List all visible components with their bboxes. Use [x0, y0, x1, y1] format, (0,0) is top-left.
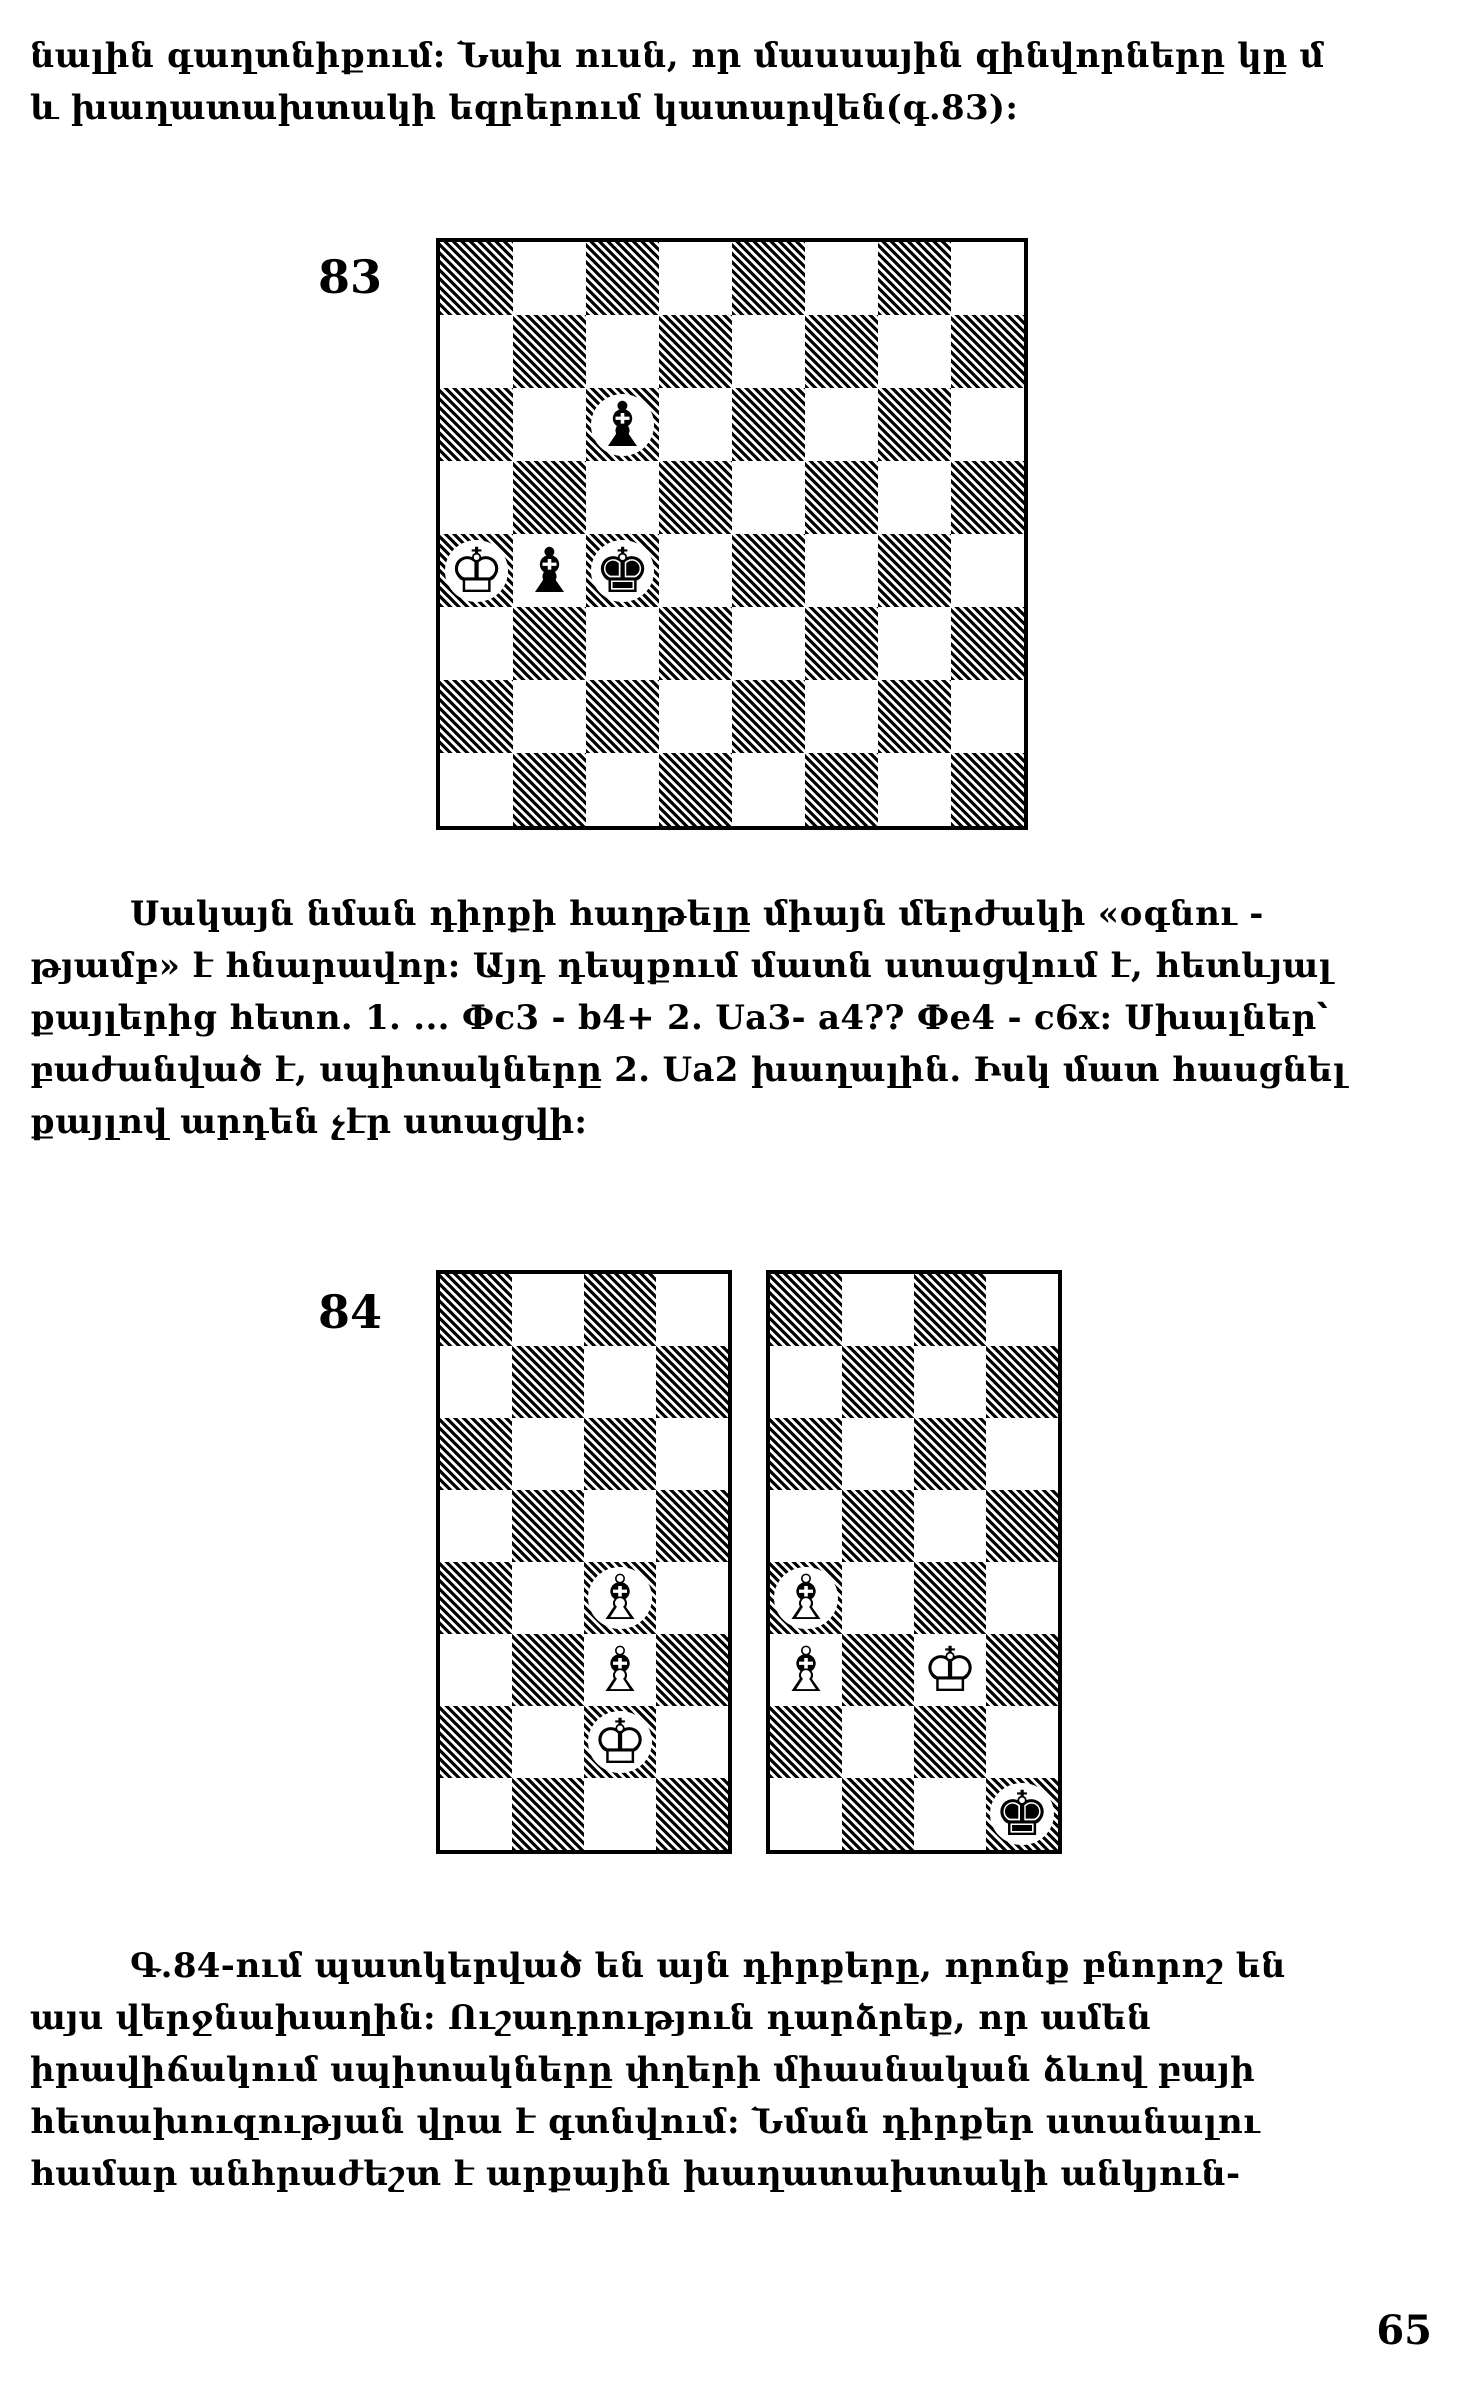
board-square-e6 — [732, 388, 805, 461]
board-square-c1 — [584, 1778, 656, 1850]
board-square-d2 — [659, 680, 732, 753]
board-square-f3 — [805, 607, 878, 680]
board-square-c3 — [586, 607, 659, 680]
board-square-h2 — [951, 680, 1024, 753]
board-square-b6 — [842, 1418, 914, 1490]
board-square-b6 — [512, 1418, 584, 1490]
text-line: քայլով արդեն չէր ստացվի: — [30, 1102, 588, 1142]
chess-board-left-half — [436, 1270, 732, 1854]
board-square-a4 — [440, 534, 513, 607]
board-square-b2 — [513, 680, 586, 753]
board-square-c7 — [584, 1346, 656, 1418]
text-line: քայլերից հետո. 1. ... Фс3 - b4+ 2. Ua3- a4?? Фе4 - с6x: Սխալներ՝ — [30, 998, 1328, 1038]
board-square-h4 — [951, 534, 1024, 607]
board-square-d5 — [659, 461, 732, 534]
chess-piece-glyph: ♗ — [774, 1567, 838, 1629]
figure-number: 83 — [318, 250, 383, 304]
board-square-c3 — [914, 1634, 986, 1706]
chess-piece-icon — [584, 1562, 656, 1634]
chess-piece-icon — [584, 1634, 656, 1706]
board-square-c1 — [914, 1778, 986, 1850]
board-square-b2 — [512, 1706, 584, 1778]
chess-piece-glyph: ♗ — [588, 1639, 652, 1701]
board-square-c7 — [586, 315, 659, 388]
page-number: 65 — [1376, 2307, 1432, 2354]
board-square-b3 — [842, 1634, 914, 1706]
board-square-b3 — [513, 607, 586, 680]
board-square-g2 — [878, 680, 951, 753]
board-square-e8 — [732, 242, 805, 315]
board-square-a2 — [440, 680, 513, 753]
board-square-d3 — [656, 1634, 728, 1706]
board-square-f4 — [805, 534, 878, 607]
board-square-c5 — [586, 461, 659, 534]
board-square-b7 — [842, 1346, 914, 1418]
board-square-d6 — [986, 1418, 1058, 1490]
board-square-c3 — [584, 1634, 656, 1706]
board-square-g1 — [878, 753, 951, 826]
board-square-b3 — [512, 1634, 584, 1706]
board-square-d7 — [986, 1346, 1058, 1418]
board-square-h3 — [951, 607, 1024, 680]
board-square-d8 — [986, 1274, 1058, 1346]
board-square-a5 — [770, 1490, 842, 1562]
chess-piece-glyph: ♚ — [591, 540, 655, 602]
board-square-b4 — [512, 1562, 584, 1634]
board-square-d1 — [656, 1778, 728, 1850]
board-square-c4 — [584, 1562, 656, 1634]
board-square-a7 — [440, 315, 513, 388]
board-square-c5 — [584, 1490, 656, 1562]
figure-number: 84 — [318, 1285, 383, 1339]
board-square-a5 — [440, 461, 513, 534]
board-square-b1 — [513, 753, 586, 826]
board-square-d4 — [656, 1562, 728, 1634]
chess-piece-icon — [770, 1562, 842, 1634]
board-square-b8 — [513, 242, 586, 315]
board-square-f2 — [805, 680, 878, 753]
board-square-d3 — [986, 1634, 1058, 1706]
board-square-h7 — [951, 315, 1024, 388]
chess-piece-glyph: ♔ — [445, 540, 509, 602]
board-square-d8 — [659, 242, 732, 315]
board-square-e4 — [732, 534, 805, 607]
board-square-a8 — [770, 1274, 842, 1346]
board-square-b8 — [512, 1274, 584, 1346]
board-square-d1 — [986, 1778, 1058, 1850]
board-square-b2 — [842, 1706, 914, 1778]
text-line: այս վերջնախաղին: Ուշադրություն դարձրեք, որ ամեն — [30, 1998, 1152, 2038]
text-line: իրավիճակում սպիտակները փղերի միասնական ձևով բայի — [30, 2050, 1255, 2090]
board-square-a5 — [440, 1490, 512, 1562]
board-square-b4 — [842, 1562, 914, 1634]
board-square-a3 — [440, 1634, 512, 1706]
board-square-e7 — [732, 315, 805, 388]
board-square-d8 — [656, 1274, 728, 1346]
chess-piece-icon — [440, 534, 513, 607]
board-square-a2 — [770, 1706, 842, 1778]
board-square-h5 — [951, 461, 1024, 534]
chess-piece-icon — [914, 1634, 986, 1706]
board-square-d3 — [659, 607, 732, 680]
board-square-c8 — [584, 1274, 656, 1346]
board-square-a6 — [440, 388, 513, 461]
board-square-a4 — [440, 1562, 512, 1634]
board-square-c5 — [914, 1490, 986, 1562]
board-square-b1 — [842, 1778, 914, 1850]
board-square-c2 — [584, 1706, 656, 1778]
board-square-h8 — [951, 242, 1024, 315]
board-square-d7 — [659, 315, 732, 388]
board-square-b8 — [842, 1274, 914, 1346]
board-square-f1 — [805, 753, 878, 826]
chess-piece-icon — [584, 1706, 656, 1778]
board-square-a3 — [440, 607, 513, 680]
board-square-g3 — [878, 607, 951, 680]
chess-piece-glyph: ♚ — [990, 1783, 1054, 1845]
chess-piece-icon — [586, 534, 659, 607]
text-line: Սակայն նման դիրքի հաղթելը միայն մերժակի «օգնու - — [130, 894, 1264, 934]
text-line: բաժանված է, սպիտակները 2. Ua2 խաղալին. Իսկ մատ հասցնել — [30, 1050, 1347, 1090]
board-square-g7 — [878, 315, 951, 388]
chess-piece-icon — [513, 534, 586, 607]
board-square-g8 — [878, 242, 951, 315]
board-square-d1 — [659, 753, 732, 826]
chess-piece-glyph: ♝ — [518, 540, 582, 602]
chess-piece-glyph: ♗ — [774, 1639, 838, 1701]
board-square-h1 — [951, 753, 1024, 826]
text-line: Գ.84-ում պատկերված են այն դիրքերը, որոնք բնորոշ են — [130, 1946, 1286, 1986]
board-square-c6 — [584, 1418, 656, 1490]
board-square-f6 — [805, 388, 878, 461]
chess-piece-icon — [770, 1634, 842, 1706]
board-square-d4 — [986, 1562, 1058, 1634]
board-square-a6 — [770, 1418, 842, 1490]
board-square-a1 — [770, 1778, 842, 1850]
board-square-b5 — [513, 461, 586, 534]
board-square-a7 — [770, 1346, 842, 1418]
chess-piece-glyph: ♔ — [918, 1639, 982, 1701]
board-square-a1 — [440, 1778, 512, 1850]
board-square-c2 — [914, 1706, 986, 1778]
board-square-d7 — [656, 1346, 728, 1418]
board-square-d6 — [659, 388, 732, 461]
board-square-c6 — [586, 388, 659, 461]
board-square-c2 — [586, 680, 659, 753]
board-square-f7 — [805, 315, 878, 388]
board-square-c1 — [586, 753, 659, 826]
board-square-a8 — [440, 1274, 512, 1346]
chess-piece-glyph: ♗ — [588, 1567, 652, 1629]
board-square-d5 — [986, 1490, 1058, 1562]
board-square-d2 — [656, 1706, 728, 1778]
board-square-g4 — [878, 534, 951, 607]
board-square-b7 — [513, 315, 586, 388]
board-square-b7 — [512, 1346, 584, 1418]
board-square-d2 — [986, 1706, 1058, 1778]
board-square-c7 — [914, 1346, 986, 1418]
board-square-c6 — [914, 1418, 986, 1490]
text-line: հետախուզության վրա է գտնվում: Նման դիրքեր ստանալու — [30, 2102, 1260, 2142]
board-square-e2 — [732, 680, 805, 753]
board-square-e3 — [732, 607, 805, 680]
text-line: համար անհրաժեշտ է արքային խաղատախտակի անկյուն- — [30, 2154, 1241, 2194]
text-line: և խաղատախտակի եզրերում կատարվեն(գ.83): — [30, 88, 1019, 128]
board-square-e5 — [732, 461, 805, 534]
board-square-c8 — [914, 1274, 986, 1346]
board-square-c4 — [586, 534, 659, 607]
board-square-b4 — [513, 534, 586, 607]
board-square-d5 — [656, 1490, 728, 1562]
chess-piece-icon — [586, 388, 659, 461]
board-square-a4 — [770, 1562, 842, 1634]
board-square-f5 — [805, 461, 878, 534]
board-square-b5 — [512, 1490, 584, 1562]
board-square-g6 — [878, 388, 951, 461]
text-line: նալին գաղտնիքում: Նախ ուսն, որ մասսային զինվորները կը մ — [30, 36, 1325, 76]
board-square-d4 — [659, 534, 732, 607]
chess-board-right-half — [766, 1270, 1062, 1854]
board-square-b1 — [512, 1778, 584, 1850]
chess-piece-icon — [986, 1778, 1058, 1850]
chess-board — [436, 238, 1028, 830]
board-square-a6 — [440, 1418, 512, 1490]
board-square-a2 — [440, 1706, 512, 1778]
chess-piece-glyph: ♔ — [588, 1711, 652, 1773]
board-square-b6 — [513, 388, 586, 461]
board-square-c8 — [586, 242, 659, 315]
board-square-b5 — [842, 1490, 914, 1562]
text-line: թյամբ» է հնարավոր: Այդ դեպքում մատն ստացվում է, հետևյալ — [30, 946, 1333, 986]
board-square-c4 — [914, 1562, 986, 1634]
board-square-a8 — [440, 242, 513, 315]
board-square-h6 — [951, 388, 1024, 461]
board-square-a1 — [440, 753, 513, 826]
chess-piece-glyph: ♝ — [591, 394, 655, 456]
board-square-e1 — [732, 753, 805, 826]
board-square-g5 — [878, 461, 951, 534]
board-square-f8 — [805, 242, 878, 315]
board-square-d6 — [656, 1418, 728, 1490]
board-square-a3 — [770, 1634, 842, 1706]
board-square-a7 — [440, 1346, 512, 1418]
